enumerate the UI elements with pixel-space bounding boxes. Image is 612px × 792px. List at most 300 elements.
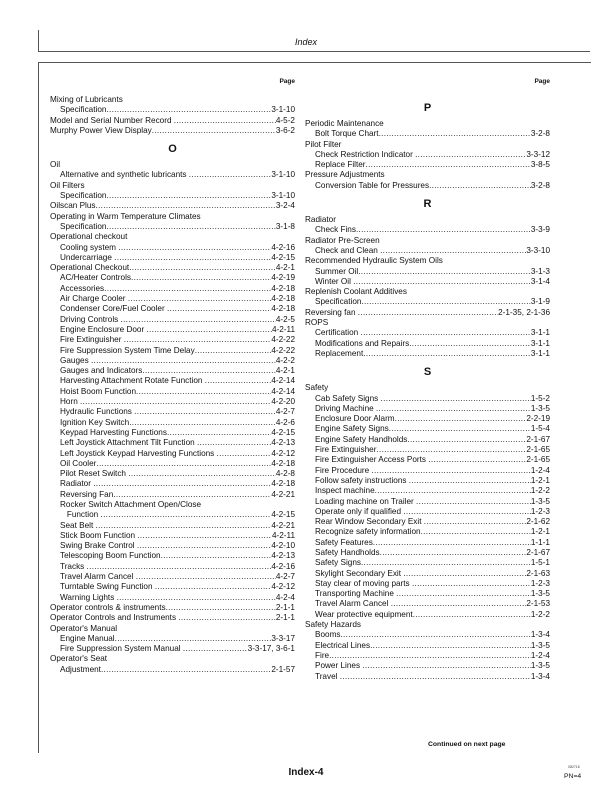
dot-leader bbox=[409, 339, 531, 349]
page-number: Index-4 bbox=[288, 767, 324, 778]
entry-label: Fire Extinguisher Access Ports bbox=[315, 455, 429, 465]
pn-label: PN=4 bbox=[564, 773, 582, 780]
dot-leader bbox=[329, 651, 531, 661]
index-entry[interactable] bbox=[50, 356, 295, 366]
entry-label: AC/Heater Controls bbox=[60, 273, 131, 283]
entry-page-ref[interactable]: 3-1-10 bbox=[271, 191, 295, 201]
entry-page-ref[interactable]: 4-2-5 bbox=[275, 314, 295, 324]
entry-page-ref[interactable]: 2-1-1 bbox=[275, 602, 295, 612]
entry-page-ref[interactable]: 1-2-4 bbox=[530, 650, 550, 660]
index-entry[interactable] bbox=[305, 328, 550, 338]
entry-label: Hydraulic Functions bbox=[60, 407, 135, 417]
entry-label: Operate only if qualified bbox=[315, 506, 404, 516]
dot-leader bbox=[373, 538, 531, 548]
document-code: 082718 bbox=[568, 765, 580, 769]
dot-leader bbox=[379, 129, 531, 139]
index-entry[interactable] bbox=[50, 572, 295, 582]
entry-page-ref[interactable]: 2-1-67 bbox=[526, 434, 550, 444]
entry-label: Summer Oil bbox=[315, 266, 359, 276]
dot-leader bbox=[166, 603, 276, 613]
entry-page-ref[interactable]: 1-1-1 bbox=[530, 537, 550, 547]
entry-label: Inspect machine bbox=[315, 486, 375, 496]
index-entry[interactable] bbox=[50, 562, 295, 572]
entry-label: Accessories bbox=[60, 283, 105, 293]
page-column-label: Page bbox=[279, 78, 295, 85]
entry-label: Follow safety instructions bbox=[315, 475, 409, 485]
entry-page-ref[interactable]: 1-2-1 bbox=[530, 475, 550, 485]
entry-page-ref[interactable]: 3-6-2 bbox=[275, 125, 295, 135]
entry-page-ref[interactable]: 1-2-1 bbox=[530, 527, 550, 537]
entry-page-ref[interactable]: 4-2-6 bbox=[275, 417, 295, 427]
index-entry[interactable] bbox=[305, 661, 550, 671]
entry-label: Specification bbox=[60, 221, 107, 231]
index-entry[interactable] bbox=[305, 548, 550, 558]
entry-label: Keypad Harvesting Functions bbox=[60, 427, 167, 437]
index-entry[interactable] bbox=[50, 551, 295, 561]
index-entry[interactable] bbox=[50, 170, 295, 180]
index-entry[interactable] bbox=[50, 521, 295, 531]
entry-page-ref[interactable]: 1-3-4 bbox=[530, 671, 550, 681]
index-entry[interactable] bbox=[50, 603, 295, 613]
entry-label: Air Charge Cooler bbox=[60, 294, 128, 304]
entry-label: Condenser Core/Fuel Cooler bbox=[60, 304, 167, 314]
index-entry[interactable] bbox=[50, 315, 295, 325]
entry-page-ref[interactable]: 2-1-53 bbox=[526, 599, 550, 609]
dot-leader bbox=[376, 404, 531, 414]
index-entry[interactable] bbox=[50, 459, 295, 469]
index-entry[interactable] bbox=[305, 339, 550, 349]
entry-page-ref[interactable]: 1-2-2 bbox=[530, 486, 550, 496]
index-entry[interactable] bbox=[50, 490, 295, 500]
section-letter: O bbox=[168, 143, 177, 156]
entry-label: Cab Safety Signs bbox=[315, 393, 381, 403]
dot-leader bbox=[124, 335, 272, 345]
index-entry[interactable] bbox=[305, 507, 550, 517]
entry-label: Winter Oil bbox=[315, 276, 354, 286]
entry-page-ref[interactable]: 2-1-1 bbox=[275, 613, 295, 623]
entry-page-ref[interactable]: 4-2-18 bbox=[271, 294, 295, 304]
entry-page-ref[interactable]: 4-2-18 bbox=[271, 479, 295, 489]
index-entry[interactable] bbox=[305, 394, 550, 404]
page-column-label: Page bbox=[534, 78, 550, 85]
index-entry[interactable] bbox=[50, 294, 295, 304]
index-entry[interactable] bbox=[305, 486, 550, 496]
entry-page-ref[interactable]: 1-2-3 bbox=[530, 578, 550, 588]
index-entry[interactable] bbox=[50, 634, 295, 644]
dot-leader bbox=[375, 486, 531, 496]
index-entry[interactable] bbox=[50, 335, 295, 345]
entry-label: Fire Extinguisher bbox=[315, 445, 377, 455]
index-entry[interactable] bbox=[305, 404, 550, 414]
dot-leader bbox=[361, 558, 531, 568]
entry-page-ref[interactable]: 1-3-5 bbox=[530, 661, 550, 671]
index-entry[interactable] bbox=[305, 225, 550, 235]
entry-page-ref[interactable]: 4-2-12 bbox=[271, 448, 295, 458]
index-entry[interactable] bbox=[50, 191, 295, 201]
entry-label: Certification bbox=[315, 328, 361, 338]
entry-label: Horn bbox=[60, 397, 81, 407]
entry-label: Replacement bbox=[315, 348, 364, 358]
entry-label: Gauges bbox=[60, 355, 91, 365]
index-entry[interactable] bbox=[305, 497, 550, 507]
entry-label: Engine Manual bbox=[60, 633, 115, 643]
index-entry[interactable] bbox=[50, 582, 295, 592]
dot-leader bbox=[389, 424, 531, 434]
index-heading: Operational checkout bbox=[50, 232, 128, 242]
dot-leader bbox=[371, 466, 530, 476]
entry-page-ref[interactable]: 1-5-1 bbox=[530, 558, 550, 568]
dot-leader bbox=[131, 273, 271, 283]
entry-label: Safety Handholds bbox=[315, 547, 380, 557]
entry-page-ref[interactable]: 4-2-20 bbox=[271, 397, 295, 407]
entry-page-ref[interactable]: 4-2-1 bbox=[275, 366, 295, 376]
entry-label: Ignition Key Switch bbox=[60, 417, 130, 427]
index-entry[interactable] bbox=[50, 253, 295, 263]
entry-page-ref[interactable]: 3-8-5 bbox=[530, 160, 550, 170]
index-entry[interactable] bbox=[50, 531, 295, 541]
entry-label: Engine Enclosure Door bbox=[60, 324, 147, 334]
entry-page-ref[interactable]: 4-2-8 bbox=[275, 469, 295, 479]
dot-leader bbox=[134, 407, 276, 417]
index-entry[interactable] bbox=[305, 641, 550, 651]
entry-page-ref[interactable]: 4-2-16 bbox=[271, 242, 295, 252]
entry-page-ref[interactable]: 3-3-17, 3-6-1 bbox=[247, 644, 295, 654]
entry-page-ref[interactable]: 4-2-15 bbox=[271, 252, 295, 262]
entry-label: Engine Safety Handholds bbox=[315, 434, 408, 444]
index-entry[interactable] bbox=[50, 273, 295, 283]
index-entry[interactable] bbox=[305, 297, 550, 307]
entry-label: Modifications and Repairs bbox=[315, 338, 410, 348]
entry-page-ref[interactable]: 4-2-14 bbox=[271, 376, 295, 386]
entry-page-ref[interactable]: 1-2-2 bbox=[530, 609, 550, 619]
entry-page-ref[interactable]: 4-2-7 bbox=[275, 407, 295, 417]
entry-label: Enclosure Door Alarm bbox=[315, 414, 395, 424]
index-column-right bbox=[305, 77, 550, 682]
index-entry[interactable] bbox=[305, 349, 550, 359]
dot-leader bbox=[362, 661, 531, 671]
index-entry[interactable] bbox=[50, 510, 295, 520]
index-entry[interactable] bbox=[50, 665, 295, 675]
entry-page-ref[interactable]: 1-2-4 bbox=[530, 465, 550, 475]
entry-page-ref[interactable]: 4-2-22 bbox=[271, 345, 295, 355]
running-header-title: Index bbox=[294, 37, 318, 47]
entry-page-ref[interactable]: 4-2-19 bbox=[271, 273, 295, 283]
entry-label: Loading machine on Trailer bbox=[315, 496, 417, 506]
index-entry[interactable] bbox=[50, 613, 295, 623]
entry-label: Radiator bbox=[60, 479, 94, 489]
entry-label: Seat Belt bbox=[60, 520, 96, 530]
entry-label: Travel Alarm Cancel bbox=[60, 572, 136, 582]
index-entry[interactable] bbox=[50, 438, 295, 448]
index-entry[interactable] bbox=[50, 418, 295, 428]
index-entry[interactable] bbox=[50, 284, 295, 294]
entry-page-ref[interactable]: 4-2-11 bbox=[271, 530, 295, 540]
entry-label: Undercarriage bbox=[60, 252, 115, 262]
entry-page-ref[interactable]: 2-1-35, 2-1-36 bbox=[498, 307, 550, 317]
entry-page-ref[interactable]: 1-5-2 bbox=[530, 393, 550, 403]
index-heading: Mixing of Lubricants bbox=[50, 95, 123, 104]
entry-page-ref[interactable]: 4-2-14 bbox=[271, 386, 295, 396]
index-entry[interactable] bbox=[50, 387, 295, 397]
entry-page-ref[interactable]: 3-1-4 bbox=[530, 276, 550, 286]
dot-leader bbox=[428, 455, 526, 465]
index-entry[interactable] bbox=[50, 449, 295, 459]
dot-leader bbox=[152, 126, 276, 136]
entry-page-ref[interactable]: 4-2-18 bbox=[271, 304, 295, 314]
index-entry[interactable] bbox=[305, 455, 550, 465]
dot-leader bbox=[358, 267, 531, 277]
dot-leader bbox=[366, 160, 531, 170]
entry-page-ref[interactable]: 1-3-5 bbox=[530, 589, 550, 599]
index-entry[interactable] bbox=[305, 599, 550, 609]
entry-page-ref[interactable]: 1-3-5 bbox=[530, 640, 550, 650]
dot-leader bbox=[380, 548, 527, 558]
index-entry[interactable] bbox=[50, 116, 295, 126]
index-entry[interactable] bbox=[50, 428, 295, 438]
dot-leader bbox=[106, 191, 271, 201]
entry-page-ref[interactable]: 4-2-18 bbox=[271, 458, 295, 468]
index-entry[interactable] bbox=[305, 569, 550, 579]
index-entries bbox=[305, 96, 550, 682]
entry-label: Driving Machine bbox=[315, 403, 376, 413]
dot-leader bbox=[358, 308, 498, 318]
entry-page-ref[interactable]: 3-1-1 bbox=[530, 328, 550, 338]
entry-label: Operator controls & instruments bbox=[50, 602, 166, 612]
entry-page-ref[interactable]: 2-1-65 bbox=[526, 455, 550, 465]
index-entry[interactable] bbox=[305, 277, 550, 287]
dot-leader bbox=[118, 243, 271, 253]
index-entry[interactable] bbox=[305, 181, 550, 191]
dot-leader bbox=[155, 582, 272, 592]
entry-label: Travel Alarm Cancel bbox=[315, 599, 391, 609]
entry-page-ref[interactable]: 3-3-12 bbox=[526, 149, 550, 159]
entry-page-ref[interactable]: 3-1-9 bbox=[530, 297, 550, 307]
entry-label: Power Lines bbox=[315, 661, 363, 671]
index-entry[interactable] bbox=[50, 593, 295, 603]
index-entry[interactable] bbox=[305, 466, 550, 476]
entry-page-ref[interactable]: 3-1-10 bbox=[271, 105, 295, 115]
index-entry[interactable] bbox=[305, 527, 550, 537]
entry-label: Hoist Boom Function bbox=[60, 386, 136, 396]
dot-leader bbox=[353, 277, 531, 287]
dot-leader bbox=[142, 366, 275, 376]
entry-page-ref[interactable]: 3-1-8 bbox=[275, 221, 295, 231]
index-entry[interactable] bbox=[50, 407, 295, 417]
index-entry[interactable] bbox=[50, 366, 295, 376]
entry-page-ref[interactable]: 3-1-3 bbox=[530, 266, 550, 276]
dot-leader bbox=[117, 593, 276, 603]
index-entry[interactable] bbox=[50, 105, 295, 115]
entry-page-ref[interactable]: 4-2-21 bbox=[271, 520, 295, 530]
index-entry[interactable] bbox=[305, 476, 550, 486]
index-heading: Recommended Hydraulic System Oils bbox=[305, 256, 443, 266]
entry-label: Left Joystick Keypad Harvesting Functions bbox=[60, 448, 217, 458]
index-entry[interactable] bbox=[305, 414, 550, 424]
entry-label: Booms bbox=[315, 630, 341, 640]
entry-label: Function bbox=[60, 510, 101, 520]
entry-page-ref[interactable]: 4-2-1 bbox=[275, 263, 295, 273]
entry-page-ref[interactable]: 3-2-4 bbox=[275, 201, 295, 211]
index-entry[interactable] bbox=[305, 160, 550, 170]
entry-page-ref[interactable]: 2-1-67 bbox=[526, 547, 550, 557]
entry-label: Operator Controls and Instruments bbox=[50, 613, 179, 623]
entry-page-ref[interactable]: 3-3-10 bbox=[526, 245, 550, 255]
entry-page-ref[interactable]: 4-2-18 bbox=[271, 283, 295, 293]
index-entry[interactable] bbox=[305, 672, 550, 682]
entry-label: Harvesting Attachment Rotate Function bbox=[60, 376, 205, 386]
index-entry[interactable] bbox=[50, 376, 295, 386]
entry-page-ref[interactable]: 2-1-57 bbox=[271, 664, 295, 674]
index-entry[interactable] bbox=[305, 579, 550, 589]
entry-label: Check Restriction Indicator bbox=[315, 149, 416, 159]
dot-leader bbox=[391, 599, 527, 609]
index-heading: Pilot Filter bbox=[305, 139, 342, 149]
entry-page-ref[interactable]: 3-1-1 bbox=[530, 348, 550, 358]
entry-label: Stick Boom Function bbox=[60, 530, 138, 540]
dot-leader bbox=[381, 394, 531, 404]
entry-page-ref[interactable]: 4-2-7 bbox=[275, 572, 295, 582]
index-entry[interactable] bbox=[305, 267, 550, 277]
entry-page-ref[interactable]: 3-1-10 bbox=[271, 170, 295, 180]
index-entry[interactable] bbox=[50, 644, 295, 654]
entry-page-ref[interactable]: 4-2-12 bbox=[271, 582, 295, 592]
entry-label: Skylight Secondary Exit bbox=[315, 568, 404, 578]
entry-label: Turntable Swing Function bbox=[60, 582, 155, 592]
index-entry[interactable] bbox=[305, 589, 550, 599]
entry-page-ref[interactable]: 1-3-5 bbox=[530, 496, 550, 506]
index-entry[interactable] bbox=[50, 469, 295, 479]
dot-leader bbox=[128, 469, 276, 479]
index-entry[interactable] bbox=[305, 610, 550, 620]
entry-page-ref[interactable]: 4-2-13 bbox=[271, 551, 295, 561]
entry-page-ref[interactable]: 1-3-4 bbox=[530, 630, 550, 640]
index-entry[interactable] bbox=[305, 517, 550, 527]
dot-leader bbox=[101, 510, 272, 520]
dot-leader bbox=[403, 569, 526, 579]
entry-label: Rear Window Secondary Exit bbox=[315, 517, 424, 527]
index-entry[interactable] bbox=[305, 246, 550, 256]
dot-leader bbox=[340, 630, 530, 640]
entry-label: Electrical Lines bbox=[315, 640, 371, 650]
index-entry[interactable] bbox=[305, 435, 550, 445]
entry-page-ref[interactable]: 3-2-8 bbox=[530, 180, 550, 190]
index-entry[interactable] bbox=[50, 325, 295, 335]
index-entry[interactable] bbox=[305, 424, 550, 434]
dot-leader bbox=[189, 170, 272, 180]
dot-leader bbox=[101, 665, 271, 675]
index-entry[interactable] bbox=[305, 651, 550, 661]
index-entry[interactable] bbox=[305, 308, 550, 318]
index-entry[interactable] bbox=[50, 222, 295, 232]
header-rule bbox=[38, 51, 590, 52]
entry-page-ref[interactable]: 2-1-62 bbox=[526, 517, 550, 527]
index-entry[interactable] bbox=[50, 243, 295, 253]
index-column-left bbox=[50, 77, 295, 675]
index-entry[interactable] bbox=[50, 201, 295, 211]
index-entry[interactable] bbox=[50, 346, 295, 356]
entry-label: Cooling system bbox=[60, 242, 119, 252]
entry-label: Model and Serial Number Record bbox=[50, 115, 174, 125]
entry-page-ref[interactable]: 1-3-5 bbox=[530, 403, 550, 413]
entry-label: Recognize safety information bbox=[315, 527, 421, 537]
entry-label: Oil Cooler bbox=[60, 458, 97, 468]
entry-page-ref[interactable]: 2-1-63 bbox=[526, 568, 550, 578]
index-entry[interactable] bbox=[50, 397, 295, 407]
dot-leader bbox=[183, 644, 248, 654]
index-entry[interactable] bbox=[50, 541, 295, 551]
dot-leader bbox=[395, 414, 527, 424]
entry-page-ref[interactable]: 4-5-2 bbox=[275, 115, 295, 125]
dot-leader bbox=[376, 445, 526, 455]
dot-leader bbox=[178, 613, 276, 623]
entry-page-ref[interactable]: 3-1-1 bbox=[530, 338, 550, 348]
index-entries bbox=[50, 95, 295, 675]
index-entry[interactable] bbox=[305, 150, 550, 160]
index-entry[interactable] bbox=[305, 558, 550, 568]
entry-label: Fire Suppression System Manual bbox=[60, 644, 183, 654]
index-entry[interactable] bbox=[305, 445, 550, 455]
entry-page-ref[interactable]: 4-2-15 bbox=[271, 427, 295, 437]
entry-page-ref[interactable]: 4-2-11 bbox=[271, 324, 295, 334]
entry-page-ref[interactable]: 4-2-22 bbox=[271, 335, 295, 345]
index-entry[interactable] bbox=[50, 304, 295, 314]
dot-leader bbox=[129, 418, 276, 428]
index-entry[interactable] bbox=[305, 538, 550, 548]
index-heading: ROPS bbox=[305, 318, 329, 328]
entry-label: Gauges and Indicators bbox=[60, 366, 143, 376]
entry-page-ref[interactable]: 4-2-13 bbox=[271, 438, 295, 448]
dot-leader bbox=[361, 297, 530, 307]
dot-leader bbox=[370, 641, 531, 651]
entry-label: Operational Checkout bbox=[50, 263, 130, 273]
entry-label: Fire Suppression System Time Delay bbox=[60, 345, 195, 355]
entry-page-ref[interactable]: 4-2-2 bbox=[275, 355, 295, 365]
entry-label: Specification bbox=[60, 105, 107, 115]
entry-page-ref[interactable]: 2-2-19 bbox=[526, 414, 550, 424]
dot-leader bbox=[380, 246, 526, 256]
index-entry[interactable] bbox=[50, 479, 295, 489]
entry-label: Safety Signs bbox=[315, 558, 361, 568]
entry-label: Swing Brake Control bbox=[60, 541, 137, 551]
entry-page-ref[interactable]: 2-1-65 bbox=[526, 445, 550, 455]
entry-page-ref[interactable]: 1-5-4 bbox=[530, 424, 550, 434]
index-entry[interactable] bbox=[305, 129, 550, 139]
entry-label: Conversion Table for Pressures bbox=[315, 180, 430, 190]
dot-leader bbox=[136, 572, 276, 582]
entry-page-ref[interactable]: 4-2-16 bbox=[271, 561, 295, 571]
dot-leader bbox=[416, 497, 531, 507]
entry-page-ref[interactable]: 3-2-8 bbox=[530, 129, 550, 139]
entry-page-ref[interactable]: 4-2-4 bbox=[275, 592, 295, 602]
index-entry[interactable] bbox=[50, 126, 295, 136]
dot-leader bbox=[396, 589, 531, 599]
continued-notice: Continued on next page bbox=[428, 741, 506, 748]
dot-leader bbox=[114, 253, 271, 263]
dot-leader bbox=[146, 325, 271, 335]
index-entry[interactable] bbox=[305, 630, 550, 640]
entry-page-ref[interactable]: 4-2-15 bbox=[271, 510, 295, 520]
entry-page-ref[interactable]: 4-2-10 bbox=[271, 541, 295, 551]
entry-label: Bolt Torque Chart bbox=[315, 129, 379, 139]
entry-page-ref[interactable]: 3-3-9 bbox=[530, 225, 550, 235]
entry-page-ref[interactable]: 1-2-3 bbox=[530, 506, 550, 516]
entry-page-ref[interactable]: 4-2-21 bbox=[271, 489, 295, 499]
dot-leader bbox=[429, 181, 531, 191]
dot-leader bbox=[161, 551, 272, 561]
index-entry[interactable] bbox=[50, 263, 295, 273]
entry-page-ref[interactable]: 3-3-17 bbox=[271, 633, 295, 643]
entry-label: Check and Clean bbox=[315, 245, 381, 255]
